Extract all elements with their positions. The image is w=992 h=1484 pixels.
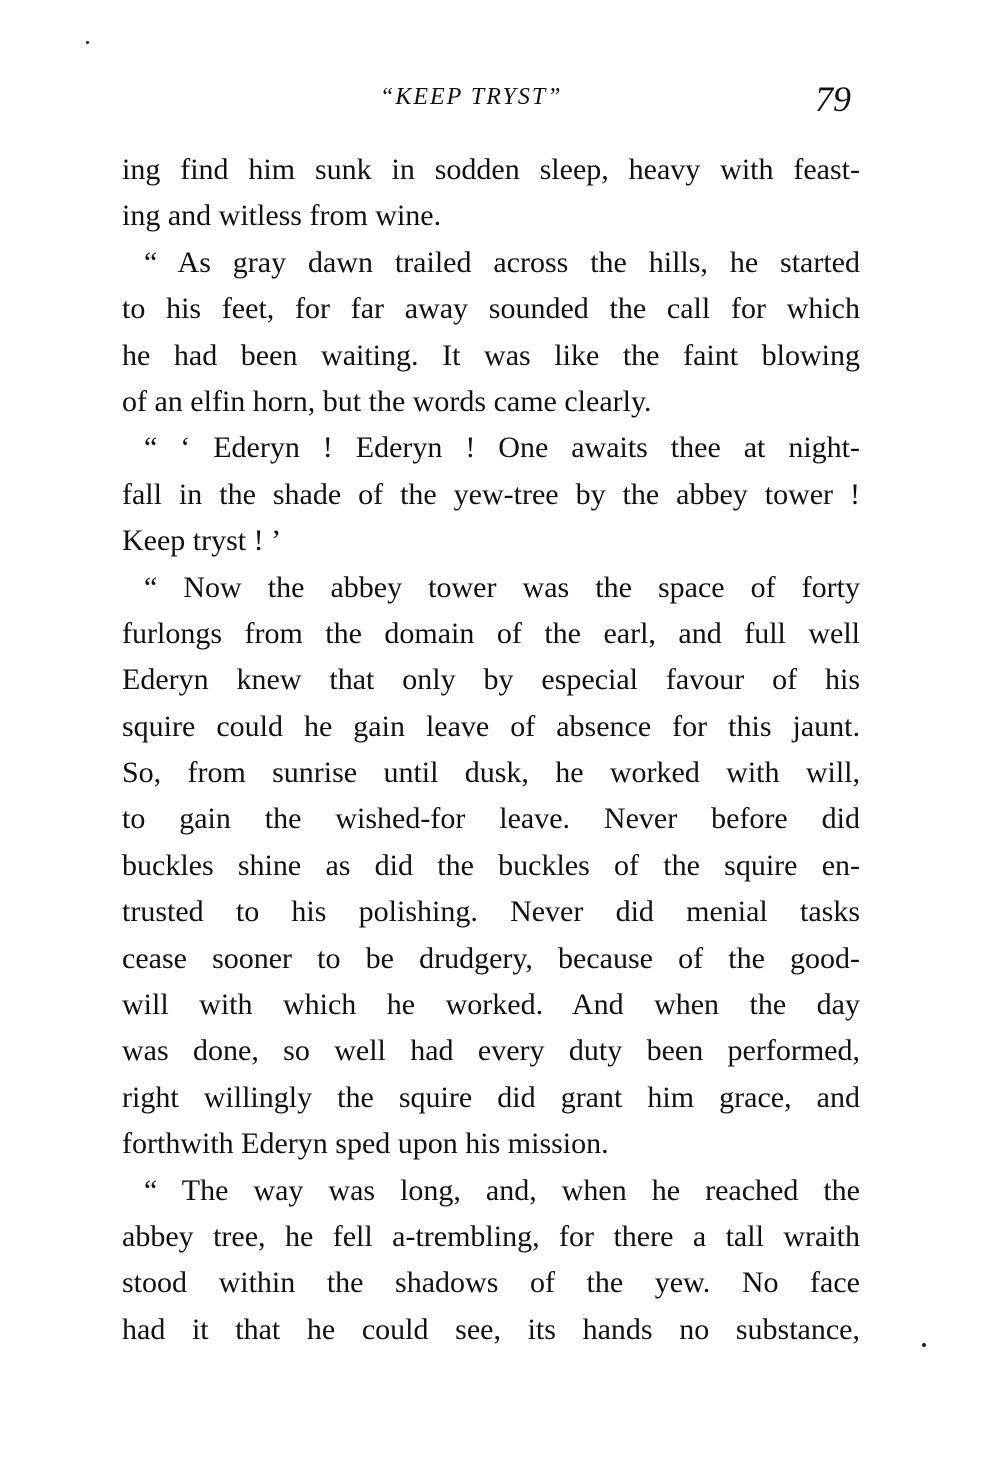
text-line: furlongs from the domain of the earl, and full well bbox=[122, 616, 860, 650]
text-line: of an elfin horn, but the words came clearly. bbox=[122, 384, 652, 418]
page-number: 79 bbox=[815, 79, 851, 119]
text-line: ing find him sunk in sodden sleep, heavy with feast- bbox=[122, 153, 860, 186]
text-line: to his feet, for far away sounded the call for which bbox=[122, 292, 860, 326]
text-line: Keep tryst ! ’ bbox=[122, 524, 282, 558]
text-line: abbey tree, he fell a-trembling, for there a tall wraith bbox=[122, 1219, 860, 1253]
body-text bbox=[122, 147, 860, 1353]
text-line: was done, so well had every duty been performed, bbox=[122, 1034, 860, 1068]
text-line: cease sooner to be drudgery, because of the good- bbox=[122, 941, 860, 975]
text-line: had it that he could see, its hands no substance, bbox=[122, 1312, 860, 1346]
text-line: buckles shine as did the buckles of the squire en- bbox=[122, 848, 860, 882]
text-line: fall in the shade of the yew-tree by the abbey tower ! bbox=[122, 477, 860, 511]
text-line: right willingly the squire did grant him grace, and bbox=[122, 1080, 860, 1114]
text-line: to gain the wished-for leave. Never before did bbox=[122, 802, 860, 836]
text-line: “ The way was long, and, when he reached the bbox=[144, 1173, 860, 1207]
running-head bbox=[0, 78, 992, 122]
text-line: “ As gray dawn trailed across the hills, he started bbox=[144, 245, 860, 279]
text-line: “ Now the abbey tower was the space of forty bbox=[144, 570, 860, 604]
running-title: “KEEP TRYST” bbox=[380, 84, 563, 110]
text-line: ing and witless from wine. bbox=[122, 199, 442, 233]
text-line: trusted to his polishing. Never did menial tasks bbox=[122, 895, 860, 929]
text-line: squire could he gain leave of absence for this jaunt. bbox=[122, 709, 860, 743]
ink-speck bbox=[922, 1343, 926, 1347]
ink-speck bbox=[86, 41, 89, 44]
text-line: stood within the shadows of the yew. No face bbox=[122, 1266, 860, 1300]
text-line: “ ‘ Ederyn ! Ederyn ! One awaits thee at night- bbox=[144, 431, 860, 465]
text-line: will with which he worked. And when the day bbox=[122, 988, 860, 1022]
text-line: forthwith Ederyn sped upon his mission. bbox=[122, 1127, 609, 1161]
text-line: Ederyn knew that only by especial favour of his bbox=[122, 663, 860, 697]
text-line: he had been waiting. It was like the faint blowing bbox=[122, 338, 860, 372]
text-line: So, from sunrise until dusk, he worked with will, bbox=[122, 756, 860, 790]
